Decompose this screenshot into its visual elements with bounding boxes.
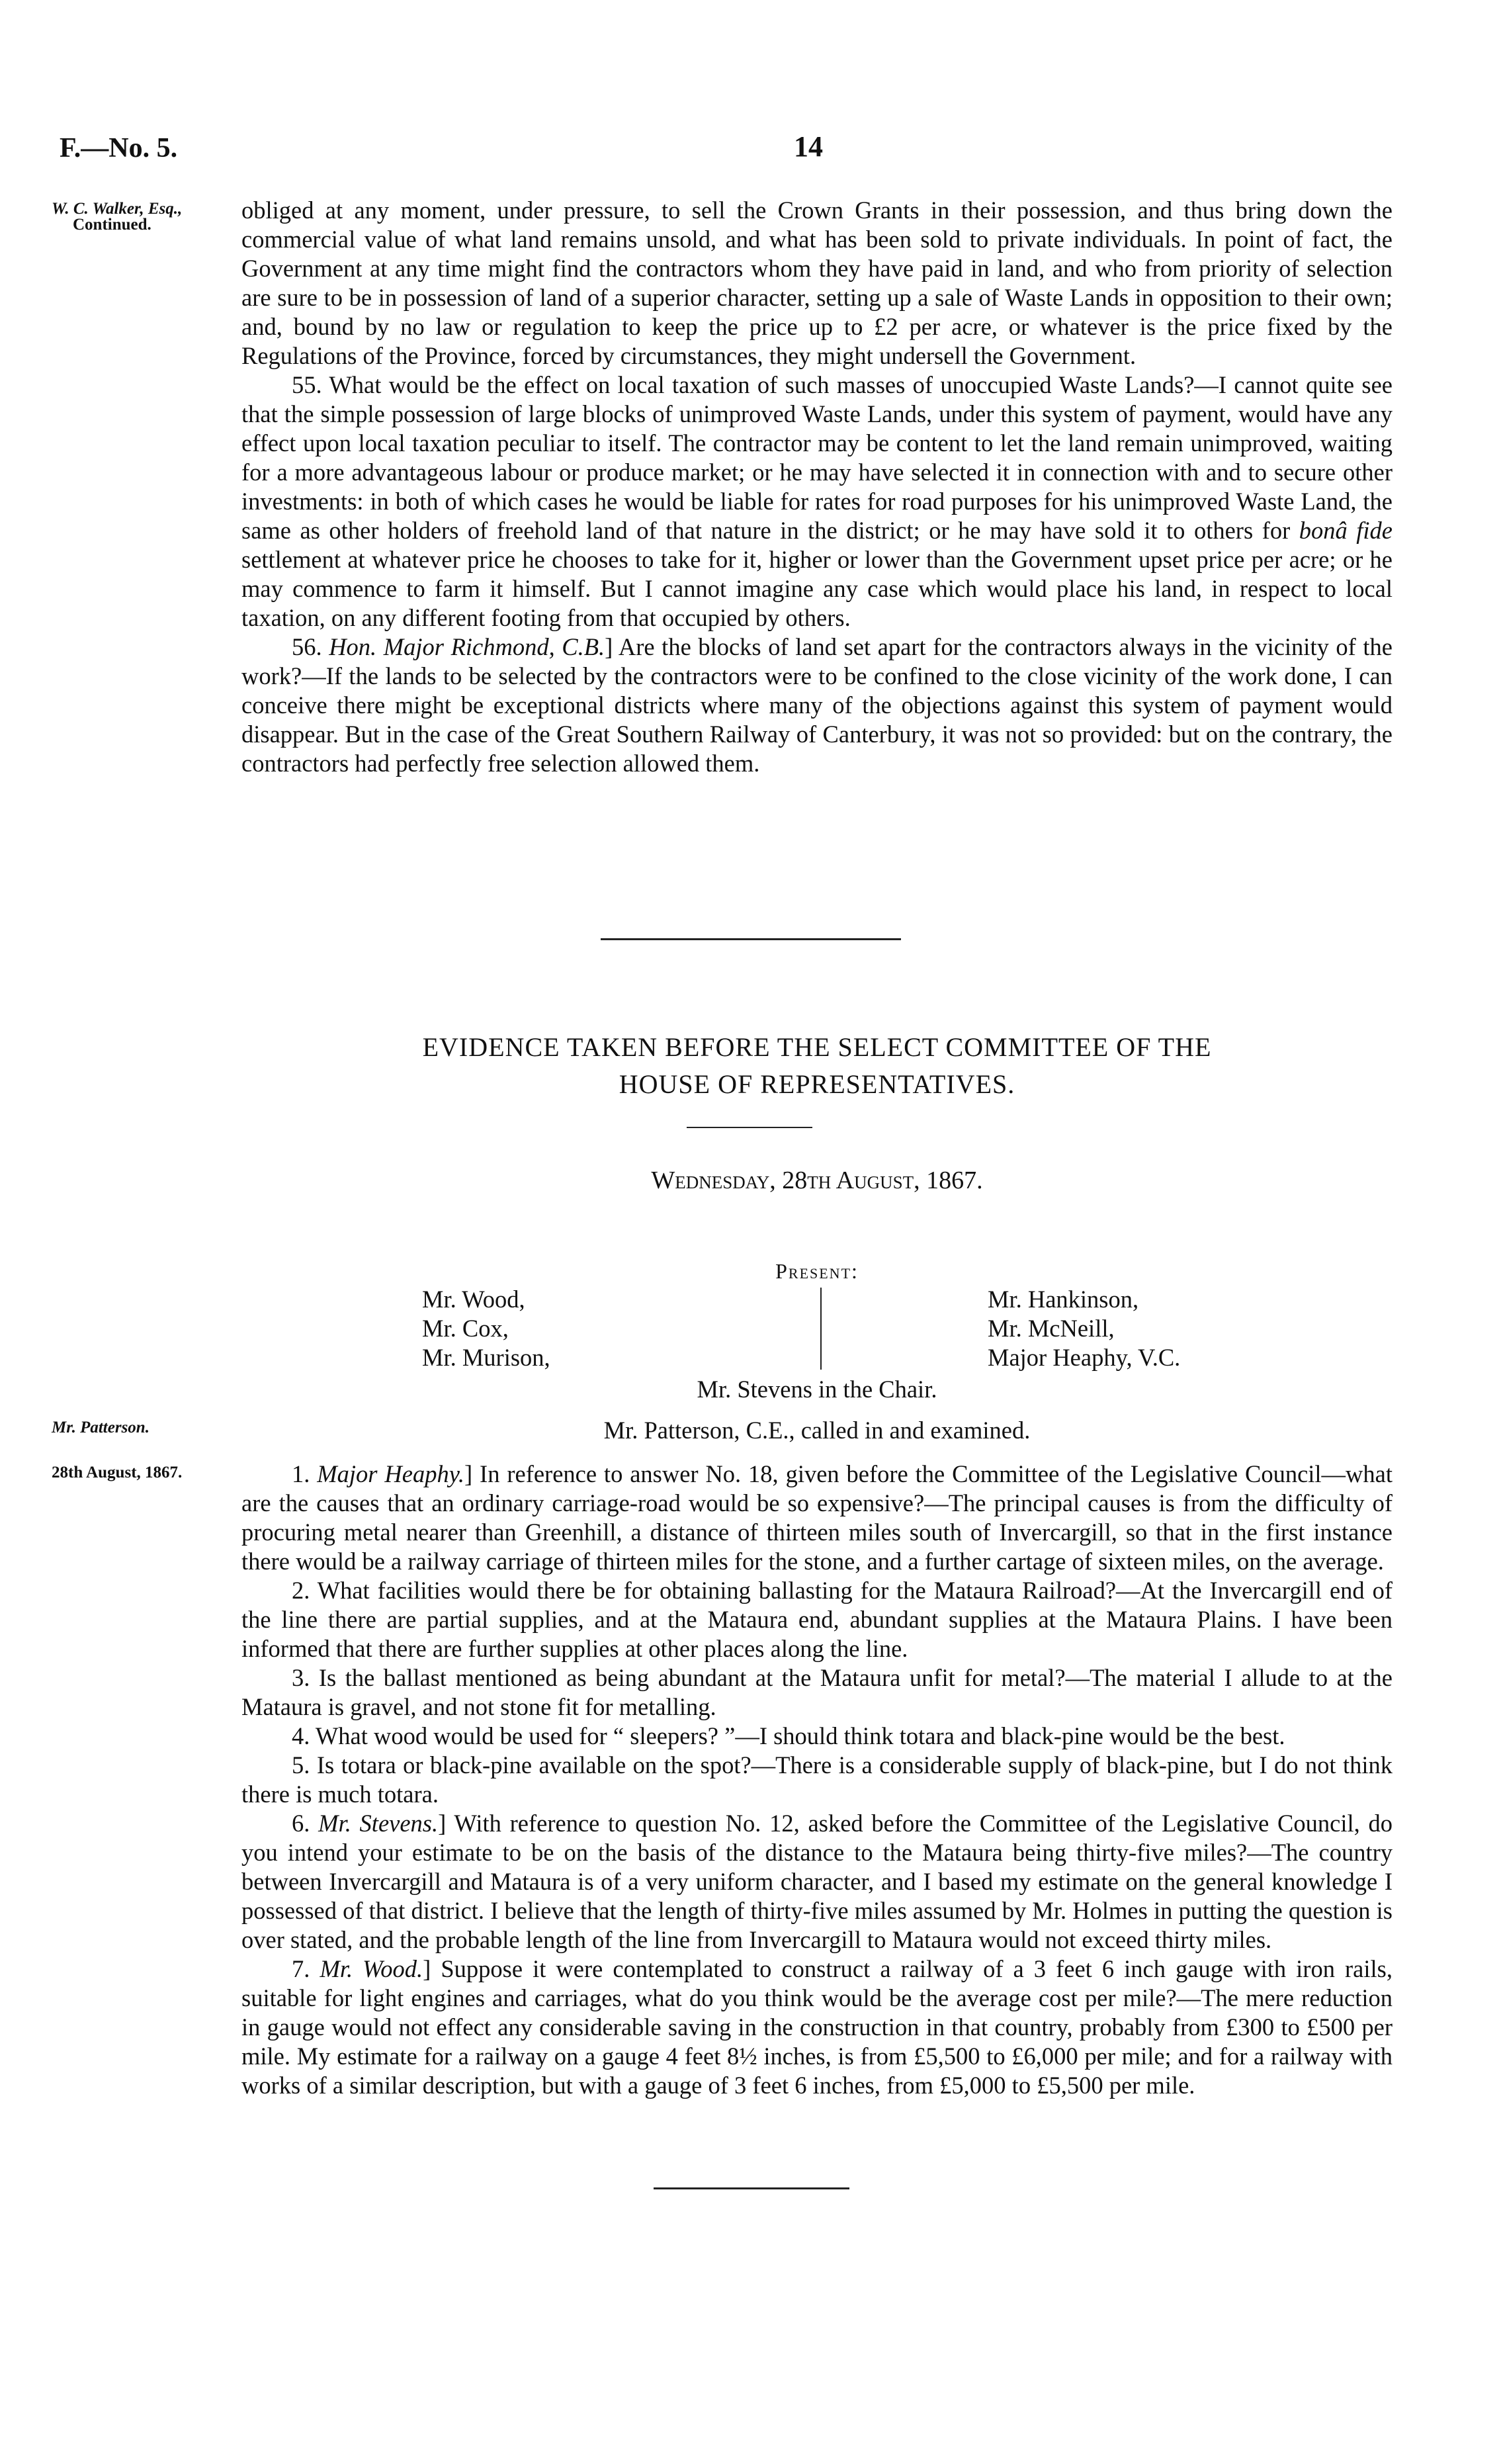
margin-witness-name-2: Mr. Patterson. xyxy=(52,1419,150,1436)
title-line-1: EVIDENCE TAKEN BEFORE THE SELECT COMMITTEE OF THE xyxy=(422,1032,1212,1062)
chair-line: Mr. Stevens in the Chair. xyxy=(697,1376,937,1403)
paragraph: obliged at any moment, under pressure, to sell the Crown Grants in their possession, and thus bring down the commercial value of what land remains unsold, and what has been sold to private individuals. In point of fact, the Government at any time might find the contractors whom they have paid in land, and who from priority of selection are sure to be in possession of land of a superior character, setting up a sale of Waste Lands in opposition to their own; and, bound by no law or regulation to keep the price up to £2 per acre, or whatever is the price fixed by the Regulations of the Province, forced by circumstances, they might undersell the Government. xyxy=(241,197,1393,369)
question-number: 3. xyxy=(292,1664,319,1691)
speaker: Mr. Stevens. xyxy=(318,1810,439,1837)
question-number: 4. xyxy=(292,1722,316,1749)
present-label: Present: xyxy=(775,1259,859,1283)
paragraph-text: ] Are the blocks of land set apart for the contractors always in the vicinity of the work?—If the lands to be selected by the contractors were to be confined to the close vicinity of the work done, I can conceive there might be exceptional districts where many of the objections against this system of payment would disappear. But in the case of the Great Southern Railway of Canterbury, it was not so provided: but on the contrary, the contractors had perfectly free selection allowed them. xyxy=(241,633,1393,777)
margin-continued: Continued. xyxy=(73,216,151,234)
paragraph-56 xyxy=(241,633,1393,778)
title-underline xyxy=(687,1127,812,1128)
page-number: 14 xyxy=(794,130,823,163)
question-number: 7. xyxy=(292,1955,320,1982)
question-1 xyxy=(241,1460,1393,1576)
member: Mr. Hankinson, xyxy=(988,1286,1139,1313)
members-right xyxy=(988,1285,1180,1372)
question-5 xyxy=(241,1751,1393,1809)
paragraph-text: settlement at whatever price he chooses to take for it, higher or lower than the Government upset price per acre; or he may commence to farm it himself. But I cannot imagine any case which would place his land, in respect to local taxation, on any different footing from that occupied by others. xyxy=(241,546,1393,631)
question-text: ] With reference to question No. 12, asked before the Committee of the Legislative Council, do you intend your estimate to be on the basis of the distance to the Mataura being thirty-five miles?—The country between Invercargill and Mataura is of a very uniform character, and I based my estimate on the general knowledge I possessed of that district. I believe that the length of thirty-five miles assumed by Mr. Holmes in putting the question is over stated, and the probable length of the line from Invercargill to Mataura would not exceed thirty miles. xyxy=(241,1810,1393,1953)
paragraph-55 xyxy=(241,371,1393,633)
witness-called-line: Mr. Patterson, C.E., called in and examined. xyxy=(603,1417,1031,1444)
question-text: Is totara or black-pine available on the spot?—There is a considerable supply of black-pine, but I do not think there is much totara. xyxy=(241,1751,1393,1808)
italic-term: bonâ fide xyxy=(1299,517,1393,544)
section-divider xyxy=(601,938,901,940)
question-text: Is the ballast mentioned as being abundant at the Mataura unfit for metal?—The material I allude to at the Mataura is gravel, and not stone fit for metalling. xyxy=(241,1664,1393,1720)
paragraph-text: 55. What would be the effect on local taxation of such masses of unoccupied Waste Lands?—I cannot quite see that the simple possession of large blocks of unimproved Waste Lands, under this system of payment, would have any effect upon local taxation peculiar to itself. The contractor may be content to let the land remain unimproved, waiting for a more advantageous labour or produce market; or he may have selected it in connection with and to secure other investments: in both of which cases he would be liable for rates for road purposes for his unimproved Waste Land, the same as other holders of freehold land of that nature in the district; or he may have sold it to others for xyxy=(241,371,1393,544)
question-number: 1. xyxy=(292,1460,318,1487)
section-examination xyxy=(241,1460,1393,2100)
speaker: Mr. Wood. xyxy=(320,1955,423,1982)
question-text: ] Suppose it were contemplated to construct a railway of a 3 feet 6 inch gauge with iron rails, suitable for light engines and carriages, what do you think would be the average cost per mile?—The mere reduction in gauge would not effect any considerable saving in the construction in that country, probably from £300 to £500 per mile. My estimate for a railway on a gauge 4 feet 8½ inches, is from £5,500 to £6,000 per mile; and for a railway with works of a similar description, but with a gauge of 3 feet 6 inches, from £5,000 to £5,500 per mile. xyxy=(241,1955,1393,2099)
member: Mr. Wood, xyxy=(422,1286,525,1313)
hearing-date: Wednesday, 28th August, 1867. xyxy=(651,1166,983,1194)
question-3 xyxy=(241,1663,1393,1722)
members-left xyxy=(422,1285,550,1372)
speaker: Major Heaphy. xyxy=(317,1460,465,1487)
margin-date: 28th August, 1867. xyxy=(52,1464,183,1481)
member: Mr. McNeill, xyxy=(988,1315,1115,1342)
question-4 xyxy=(241,1722,1393,1751)
document-reference: F.—No. 5. xyxy=(60,133,178,163)
question-number: 6. xyxy=(292,1810,319,1837)
question-number: 5. xyxy=(292,1751,317,1779)
question-7 xyxy=(241,1955,1393,2100)
speaker: Hon. Major Richmond, C.B. xyxy=(329,633,605,660)
end-divider xyxy=(654,2187,849,2189)
question-number: 2. xyxy=(292,1577,318,1604)
question-text: ] In reference to answer No. 18, given before the Committee of the Legislative Council—what are the causes that an ordinary carriage-road would be so expensive?—The principal causes is from the difficulty of procuring metal nearer than Greenhill, a distance of thirteen miles south of Invercargill, so that in the first instance there would be a railway carriage of thirteen miles for the stone, and a further cartage of sixteen miles, on the average. xyxy=(241,1460,1393,1575)
question-text: What facilities would there be for obtaining ballasting for the Mataura Railroad?—At the Invercargill end of the line there are partial supplies, and at the Mataura end, abundant supplies at the Mataura Plains. I have been informed that there are further supplies at other places along the line. xyxy=(241,1577,1393,1662)
member: Major Heaphy, V.C. xyxy=(988,1344,1181,1371)
title-line-2: HOUSE OF REPRESENTATIVES. xyxy=(619,1069,1015,1099)
member: Mr. Cox, xyxy=(422,1315,509,1342)
section-continued-evidence xyxy=(241,196,1393,778)
margin-witness-name: W. C. Walker, Esq., xyxy=(52,200,183,218)
question-2 xyxy=(241,1576,1393,1663)
member: Mr. Murison, xyxy=(422,1344,550,1371)
members-separator xyxy=(820,1288,822,1370)
evidence-title xyxy=(241,1029,1393,1103)
question-number: 56. xyxy=(292,633,329,660)
question-text: What wood would be used for “ sleepers? ”—I should think totara and black-pine would be the best. xyxy=(315,1722,1285,1749)
question-6 xyxy=(241,1809,1393,1955)
